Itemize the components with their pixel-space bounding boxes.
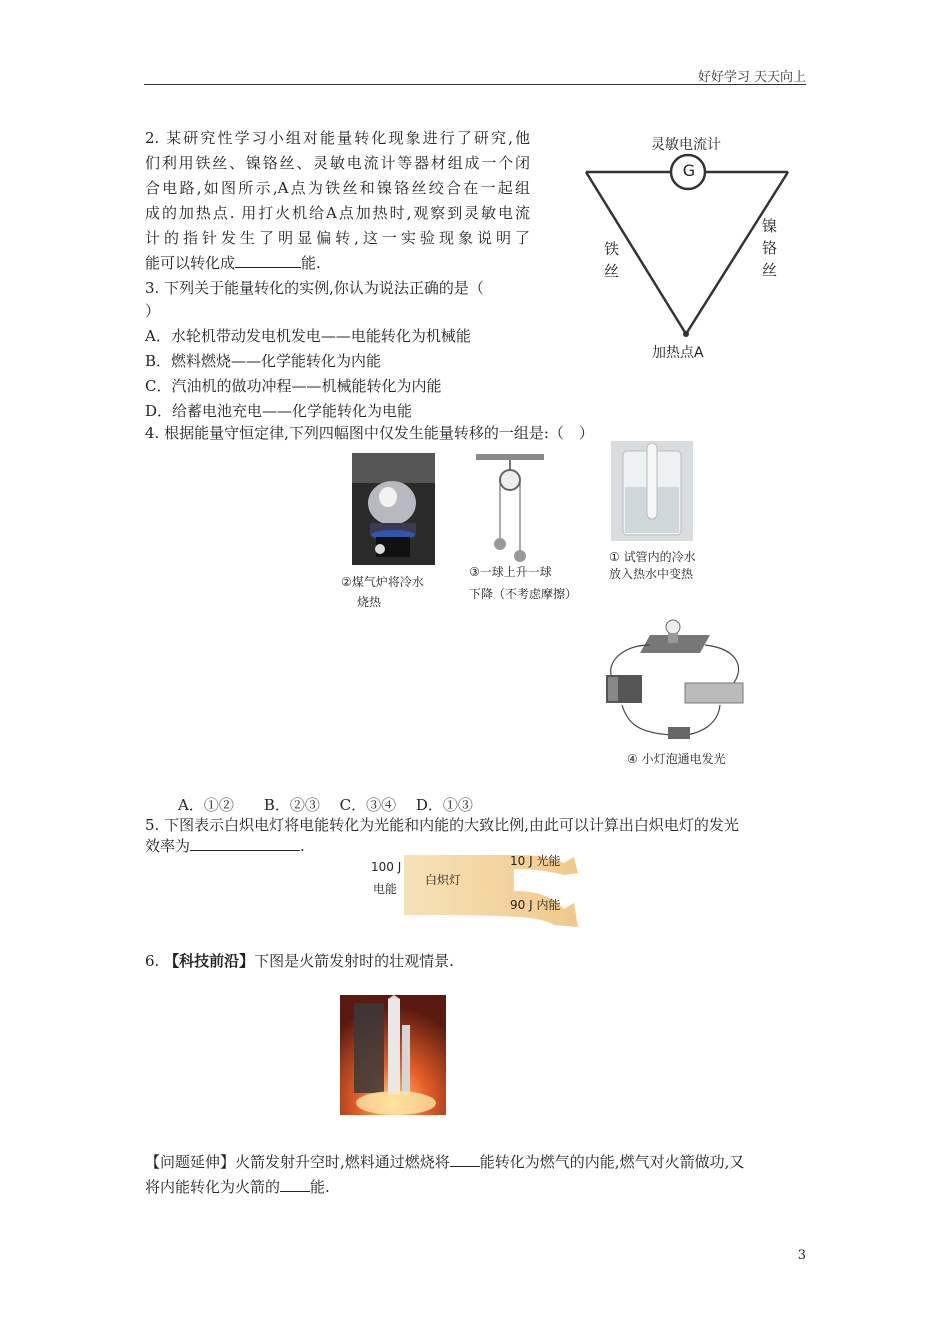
beaker-caption-1: ① 试管内的冷水 [609, 550, 696, 564]
input-energy-label: 电能 [373, 882, 398, 896]
lamp-circuit-photo [600, 615, 750, 745]
q6-stem [145, 949, 454, 974]
page-number: 3 [797, 1248, 806, 1263]
galvanometer-symbol: G [682, 161, 696, 180]
q6-ext-tag: 【问题延伸】 [145, 1153, 236, 1171]
heating-point-label: 加热点A [652, 345, 704, 361]
q3-option-d: D．给蓄电池充电——化学能转化为电能 [145, 402, 413, 420]
q2-line-5: 计的指针发生了明显偏转,这一实验现象说明了 [145, 229, 530, 247]
page-header: 好好学习 天天向上 [697, 70, 806, 85]
q6-tag: 【科技前沿】 [164, 952, 255, 970]
nichrome-wire-label: 镍铬丝 [762, 217, 778, 279]
q2-line-6 [145, 251, 321, 276]
q4-options: A．①② B．②③ C．③④ D．①③ [178, 796, 473, 814]
pulley-caption-2: 下降（不考虑摩擦） [469, 587, 578, 601]
q2-answer-blank[interactable] [235, 253, 301, 268]
q4-stem: 4. 根据能量守恒定律,下列四幅图中仅发生能量转移的一组是:（ ） [145, 424, 594, 442]
q6-extension-line-1 [145, 1150, 744, 1175]
q2-line-4: 成的加热点. 用打火机给A点加热时,观察到灵敏电流 [145, 204, 530, 222]
circuit-caption: ④ 小灯泡通电发光 [627, 752, 726, 766]
q6-blank-1[interactable] [450, 1152, 480, 1167]
light-energy-output: 10 J 光能 [510, 854, 561, 868]
q6-extension-line-2 [145, 1175, 330, 1200]
input-energy-value: 100 J [371, 860, 402, 874]
q5-stem-line-2 [145, 834, 305, 859]
stove-caption-2: 烧热 [357, 595, 382, 609]
q6-number: 6. [145, 952, 160, 970]
beaker-caption-2: 放入热水中变热 [609, 567, 694, 581]
q5-stem-pre: 效率为 [145, 837, 191, 855]
q5-answer-blank[interactable] [190, 836, 300, 851]
q2-line-1: 2. 某研究性学习小组对能量转化现象进行了研究,他 [145, 129, 530, 147]
q2-line-2: 们利用铁丝、镍铬丝、灵敏电流计等器材组成一个闭 [145, 154, 530, 172]
beaker-photo [611, 441, 693, 541]
rocket-launch-photo [340, 995, 446, 1115]
q5-stem-line-1: 5. 下图表示白炽电灯将电能转化为光能和内能的大致比例,由此可以计算出白炽电灯的发光 [145, 816, 739, 834]
gas-stove-photo [352, 453, 435, 565]
pulley-photo [474, 452, 546, 564]
header-rule [144, 84, 806, 85]
q2-line-3: 合电路,如图所示,A点为铁丝和镍铬丝绞合在一起组 [145, 179, 530, 197]
iron-wire-label: 铁丝 [604, 240, 620, 280]
pulley-caption-1: ③一球上升一球 [469, 565, 552, 579]
stove-caption-1: ②煤气炉将冷水 [341, 575, 424, 589]
q6-blank-2[interactable] [280, 1177, 310, 1192]
q2-last-post: 能. [301, 254, 321, 272]
q2-last-pre: 能可以转化成 [145, 254, 236, 272]
q6-ext-text-2b: 能. [310, 1178, 330, 1196]
q3-option-c: C．汽油机的做功冲程——机械能转化为内能 [145, 377, 442, 395]
q6-ext-text-2a: 将内能转化为火箭的 [145, 1178, 281, 1196]
lamp-label: 白炽灯 [425, 873, 462, 887]
q3-option-a: A．水轮机带动发电机发电——电能转化为机械能 [145, 327, 471, 345]
q6-stem-text: 下图是火箭发射时的壮观情景. [254, 952, 454, 970]
q3-option-b: B．燃料燃烧——化学能转化为内能 [145, 352, 382, 370]
q3-stem: 3. 下列关于能量转化的实例,你认为说法正确的是（ [145, 279, 484, 297]
q6-ext-text-1a: 火箭发射升空时,燃料通过燃烧将 [235, 1153, 450, 1171]
q6-ext-text-1b: 能转化为燃气的内能,燃气对火箭做功,又 [479, 1153, 745, 1171]
q5-stem-post: . [300, 837, 305, 855]
internal-energy-output: 90 J 内能 [510, 898, 561, 912]
galvanometer-label: 灵敏电流计 [651, 137, 721, 153]
q3-stem-end: ） [145, 302, 161, 320]
